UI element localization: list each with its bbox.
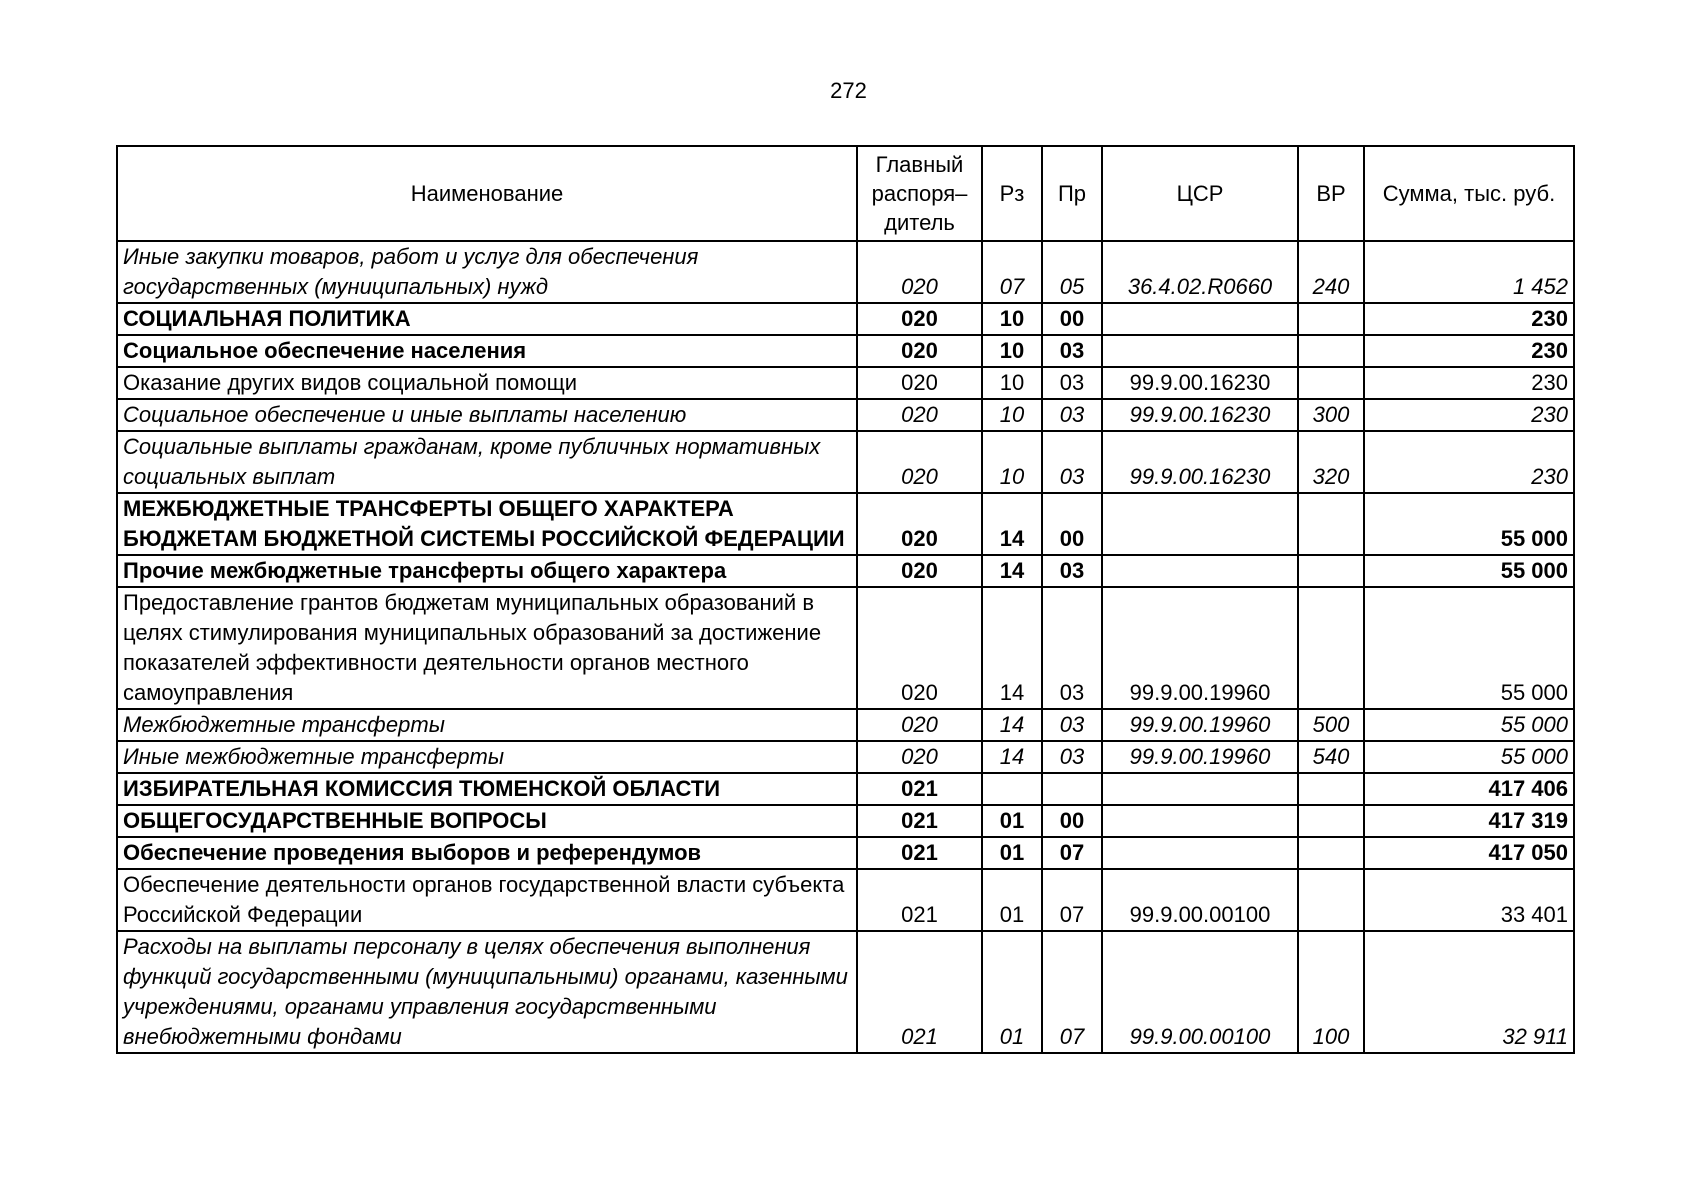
cell-grs: 021 [857, 773, 982, 805]
header-pr: Пр [1042, 146, 1102, 241]
cell-csr: 36.4.02.R0660 [1102, 241, 1298, 303]
cell-csr [1102, 493, 1298, 555]
cell-pr: 03 [1042, 587, 1102, 709]
table-row [117, 587, 1574, 709]
cell-csr [1102, 773, 1298, 805]
cell-vr [1298, 587, 1364, 709]
cell-sum: 417 406 [1364, 773, 1574, 805]
cell-name: ИЗБИРАТЕЛЬНАЯ КОМИССИЯ ТЮМЕНСКОЙ ОБЛАСТИ [117, 773, 857, 805]
cell-rz: 01 [982, 837, 1042, 869]
cell-grs: 020 [857, 367, 982, 399]
cell-name: Оказание других видов социальной помощи [117, 367, 857, 399]
cell-vr: 300 [1298, 399, 1364, 431]
cell-name: СОЦИАЛЬНАЯ ПОЛИТИКА [117, 303, 857, 335]
cell-csr: 99.9.00.19960 [1102, 709, 1298, 741]
cell-pr: 03 [1042, 335, 1102, 367]
cell-csr: 99.9.00.00100 [1102, 931, 1298, 1053]
table-row [117, 367, 1574, 399]
table-row [117, 869, 1574, 931]
cell-csr [1102, 837, 1298, 869]
cell-sum: 55 000 [1364, 493, 1574, 555]
cell-vr [1298, 773, 1364, 805]
cell-csr [1102, 555, 1298, 587]
cell-name: Обеспечение деятельности органов государственной власти субъекта Российской Федерации [117, 869, 857, 931]
cell-grs: 020 [857, 303, 982, 335]
cell-vr: 540 [1298, 741, 1364, 773]
cell-rz: 10 [982, 335, 1042, 367]
cell-vr [1298, 555, 1364, 587]
cell-grs: 021 [857, 931, 982, 1053]
cell-name: МЕЖБЮДЖЕТНЫЕ ТРАНСФЕРТЫ ОБЩЕГО ХАРАКТЕРА БЮДЖЕТАМ БЮДЖЕТНОЙ СИСТЕМЫ РОССИЙСКОЙ ФЕДЕРАЦИИ [117, 493, 857, 555]
cell-vr [1298, 303, 1364, 335]
cell-vr [1298, 493, 1364, 555]
table-row [117, 335, 1574, 367]
cell-rz: 14 [982, 709, 1042, 741]
cell-pr: 03 [1042, 399, 1102, 431]
cell-grs: 020 [857, 399, 982, 431]
table-row [117, 399, 1574, 431]
cell-csr: 99.9.00.00100 [1102, 869, 1298, 931]
cell-name: Предоставление грантов бюджетам муниципальных образований в целях стимулирования муниципальных образований за достижение показателей эффективности деятельности органов местного самоуправления [117, 587, 857, 709]
cell-sum: 32 911 [1364, 931, 1574, 1053]
cell-vr [1298, 335, 1364, 367]
cell-pr: 07 [1042, 837, 1102, 869]
cell-rz: 07 [982, 241, 1042, 303]
cell-sum: 55 000 [1364, 709, 1574, 741]
cell-name: Расходы на выплаты персоналу в целях обеспечения выполнения функций государственными (муниципальными) органами, казенными учреждениями, органами управления государственными внебюджетными фондами [117, 931, 857, 1053]
cell-sum: 230 [1364, 431, 1574, 493]
table-row [117, 709, 1574, 741]
header-row [117, 146, 1574, 241]
cell-rz: 14 [982, 741, 1042, 773]
header-csr: ЦСР [1102, 146, 1298, 241]
cell-vr: 500 [1298, 709, 1364, 741]
header-rz: Рз [982, 146, 1042, 241]
cell-csr [1102, 303, 1298, 335]
cell-pr: 03 [1042, 555, 1102, 587]
table-row [117, 555, 1574, 587]
cell-rz: 10 [982, 399, 1042, 431]
page-number: 272 [830, 78, 867, 103]
cell-sum: 55 000 [1364, 741, 1574, 773]
cell-sum: 230 [1364, 335, 1574, 367]
table-row [117, 931, 1574, 1053]
cell-pr: 05 [1042, 241, 1102, 303]
cell-pr: 07 [1042, 869, 1102, 931]
cell-sum: 417 319 [1364, 805, 1574, 837]
cell-rz: 14 [982, 493, 1042, 555]
cell-rz: 10 [982, 431, 1042, 493]
table-row [117, 837, 1574, 869]
cell-grs: 020 [857, 587, 982, 709]
table-row [117, 241, 1574, 303]
cell-rz: 01 [982, 869, 1042, 931]
cell-grs: 020 [857, 335, 982, 367]
cell-sum: 230 [1364, 399, 1574, 431]
cell-rz: 01 [982, 805, 1042, 837]
cell-csr [1102, 805, 1298, 837]
cell-csr: 99.9.00.16230 [1102, 431, 1298, 493]
cell-name: Обеспечение проведения выборов и референдумов [117, 837, 857, 869]
cell-csr: 99.9.00.16230 [1102, 367, 1298, 399]
cell-rz: 14 [982, 587, 1042, 709]
cell-name: Прочие межбюджетные трансферты общего характера [117, 555, 857, 587]
cell-pr [1042, 773, 1102, 805]
cell-vr: 320 [1298, 431, 1364, 493]
cell-csr: 99.9.00.19960 [1102, 587, 1298, 709]
cell-grs: 021 [857, 837, 982, 869]
cell-vr [1298, 805, 1364, 837]
cell-csr: 99.9.00.19960 [1102, 741, 1298, 773]
cell-name: Межбюджетные трансферты [117, 709, 857, 741]
cell-pr: 03 [1042, 367, 1102, 399]
cell-csr [1102, 335, 1298, 367]
header-vr: ВР [1298, 146, 1364, 241]
cell-csr: 99.9.00.16230 [1102, 399, 1298, 431]
cell-vr [1298, 367, 1364, 399]
cell-grs: 020 [857, 709, 982, 741]
table-row [117, 741, 1574, 773]
cell-rz: 10 [982, 367, 1042, 399]
cell-sum: 55 000 [1364, 555, 1574, 587]
cell-pr: 00 [1042, 805, 1102, 837]
cell-grs: 020 [857, 741, 982, 773]
cell-grs: 021 [857, 869, 982, 931]
cell-sum: 1 452 [1364, 241, 1574, 303]
cell-sum: 33 401 [1364, 869, 1574, 931]
cell-pr: 03 [1042, 741, 1102, 773]
cell-vr [1298, 837, 1364, 869]
budget-table [116, 145, 1575, 1054]
cell-vr: 240 [1298, 241, 1364, 303]
header-sum: Сумма, тыс. руб. [1364, 146, 1574, 241]
cell-pr: 00 [1042, 303, 1102, 335]
cell-grs: 020 [857, 555, 982, 587]
header-name: Наименование [117, 146, 857, 241]
table-row [117, 493, 1574, 555]
cell-vr: 100 [1298, 931, 1364, 1053]
cell-rz: 01 [982, 931, 1042, 1053]
cell-grs: 020 [857, 493, 982, 555]
cell-pr: 03 [1042, 709, 1102, 741]
cell-grs: 021 [857, 805, 982, 837]
cell-pr: 07 [1042, 931, 1102, 1053]
cell-vr [1298, 869, 1364, 931]
table-row [117, 431, 1574, 493]
cell-rz [982, 773, 1042, 805]
table-row [117, 303, 1574, 335]
cell-rz: 10 [982, 303, 1042, 335]
cell-grs: 020 [857, 431, 982, 493]
cell-name: ОБЩЕГОСУДАРСТВЕННЫЕ ВОПРОСЫ [117, 805, 857, 837]
cell-pr: 00 [1042, 493, 1102, 555]
table-row [117, 805, 1574, 837]
cell-name: Социальное обеспечение и иные выплаты населению [117, 399, 857, 431]
cell-rz: 14 [982, 555, 1042, 587]
cell-sum: 55 000 [1364, 587, 1574, 709]
cell-name: Социальные выплаты гражданам, кроме публичных нормативных социальных выплат [117, 431, 857, 493]
cell-sum: 230 [1364, 303, 1574, 335]
table-row [117, 773, 1574, 805]
cell-pr: 03 [1042, 431, 1102, 493]
cell-sum: 230 [1364, 367, 1574, 399]
cell-name: Иные межбюджетные трансферты [117, 741, 857, 773]
header-grs: Главный распоря– дитель [857, 146, 982, 241]
cell-name: Иные закупки товаров, работ и услуг для обеспечения государственных (муниципальных) нужд [117, 241, 857, 303]
cell-grs: 020 [857, 241, 982, 303]
cell-sum: 417 050 [1364, 837, 1574, 869]
cell-name: Социальное обеспечение населения [117, 335, 857, 367]
